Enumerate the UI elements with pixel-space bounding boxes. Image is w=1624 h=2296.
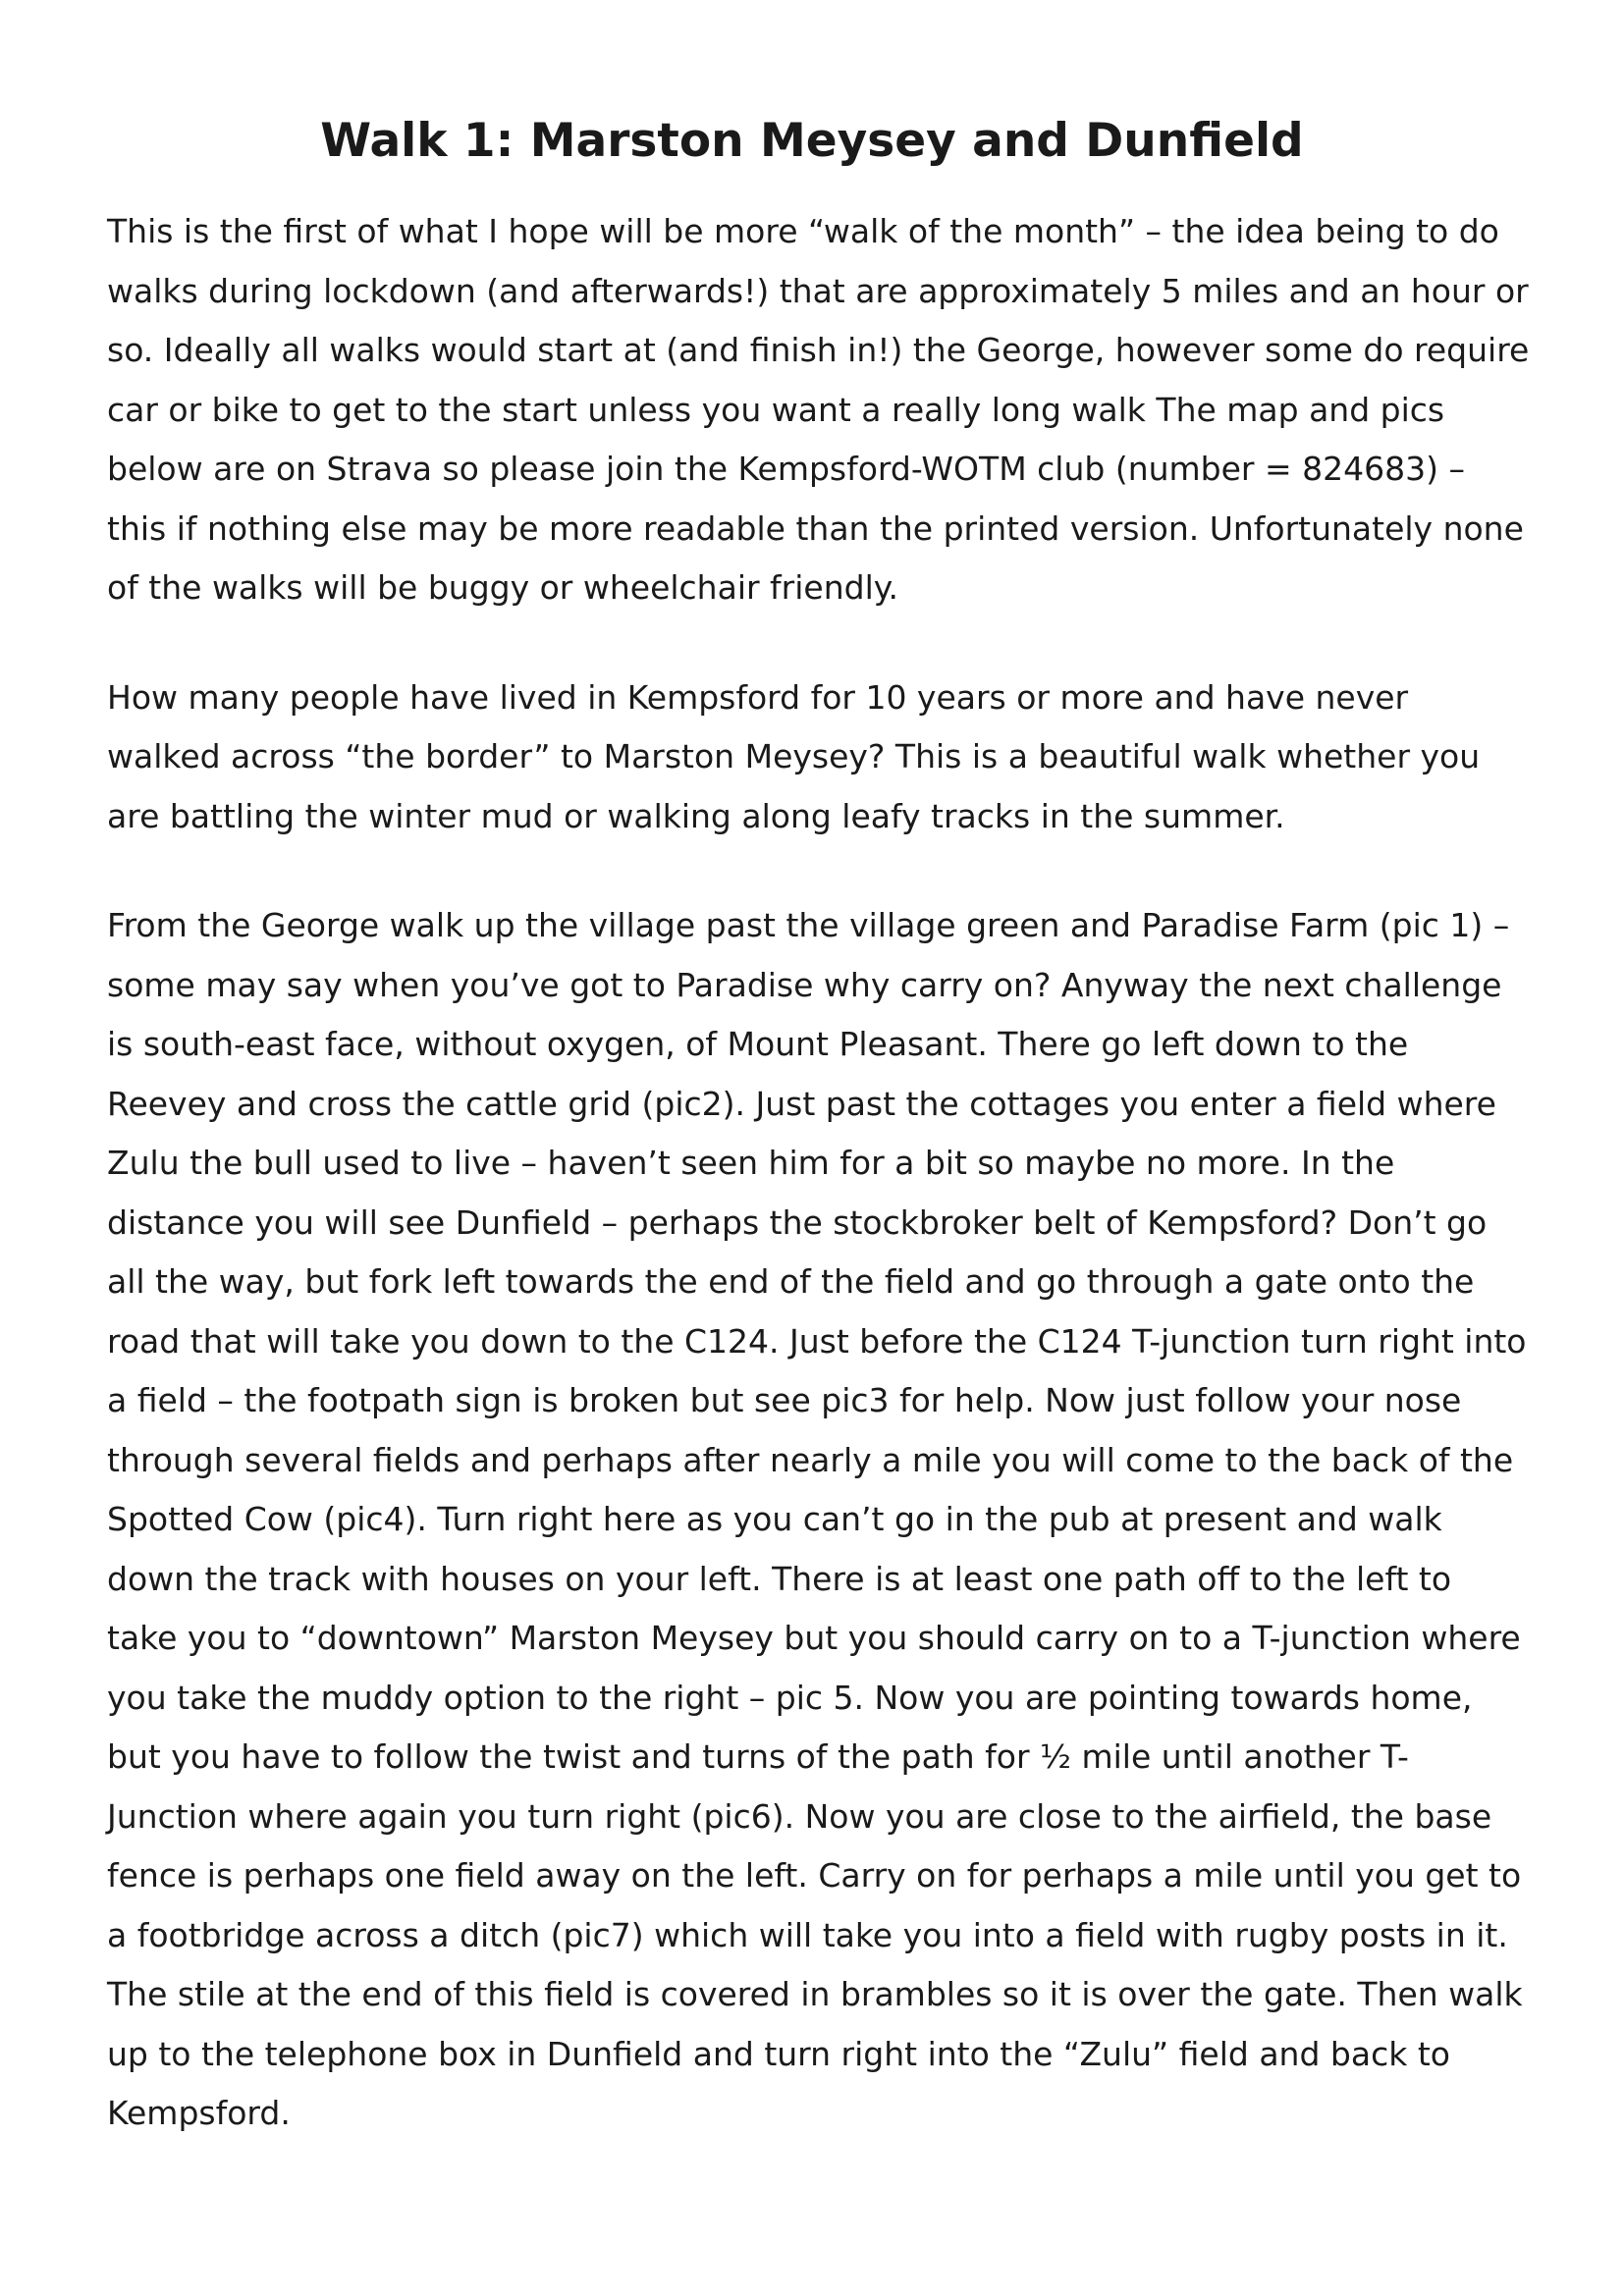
paragraph-route: From the George walk up the village past the village green and Paradise Farm (pic 1) – some may say when you’ve got to Paradise why carry on? Anyway the next challenge is south-east face, without oxygen, of Mount Pleasant. There go left down to the Reevey and cross the cattle grid (pic2). Just past the cottages you enter a field where Zulu the bull used to live – haven’t seen him for a bit so maybe no more. In the distance you will see Dunfield – perhaps the stockbroker belt of Kempsford? Don’t go all the way, but fork left towards the end of the field and go through a gate onto the road that will take you down to the C124. Just before the C124 T-junction turn right into a field – the footpath sign is broken but see pic3 for help. Now just follow your nose through several fields and perhaps after nearly a mile you will come to the back of the Spotted Cow (pic4). Turn right here as you can’t go in the pub at present and walk down the track with houses on your left. There is at least one path off to the left to take you to “downtown” Marston Meysey but you should carry on to a T-junction where you take the muddy option to the right – pic 5. Now you are pointing towards home, but you have to follow the twist and turns of the path for ½ mile until another T-Junction where again you turn right (pic6). Now you are close to the airfield, the base fence is perhaps one field away on the left. Carry on for perhaps a mile until you get to a footbridge across a ditch (pic7) which will take you into a field with rugby posts in it. The stile at the end of this field is covered in brambles so it is over the gate. Then walk up to the telephone box in Dunfield and turn right into the “Zulu” field and back to Kempsford. (107, 906, 1527, 2132)
document-body (107, 202, 1531, 2194)
paragraph-border: How many people have lived in Kempsford for 10 years or more and have never walked across “the border” to Marston Meysey? This is a beautiful walk whether you are battling the winter mud or walking along leafy tracks in the summer. (107, 677, 1481, 835)
paragraph-intro: This is the first of what I hope will be more “walk of the month” – the idea being to do walks during lockdown (and afterwards!) that are approximately 5 miles and an hour or so. Ideally all walks would start at (and finish in!) the George, however some do require car or bike to get to the start unless you want a really long walk The map and pics below are on Strava so please join the Kempsford-WOTM club (number = 824683) – this if nothing else may be more readable than the printed version. Unfortunately none of the walks will be buggy or wheelchair friendly. (107, 212, 1530, 607)
page-title: Walk 1: Marston Meysey and Dunfield (320, 114, 1304, 168)
